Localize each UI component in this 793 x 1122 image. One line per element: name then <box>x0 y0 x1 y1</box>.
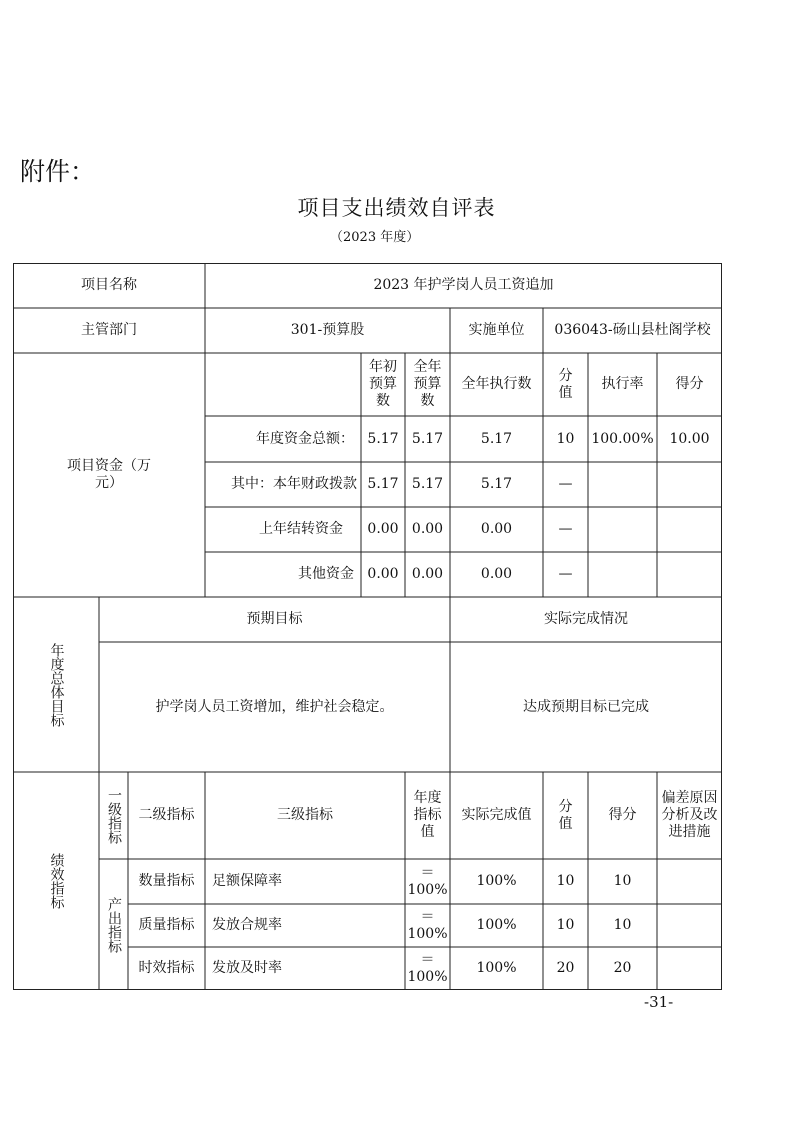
funds-row-score <box>657 462 722 507</box>
indicator-level2: 数量指标 <box>138 873 195 889</box>
year-label: （2023 年度） <box>330 230 420 245</box>
evaluation-table <box>13 263 722 990</box>
funds-row-rate: 100.00% <box>591 430 654 447</box>
funds-header-score: 得分 <box>675 376 704 392</box>
funds-row-executed: 0.00 <box>480 566 513 582</box>
funds-row-annual: 0.00 <box>411 566 444 582</box>
indicators-label: 绩效指标 <box>48 853 65 909</box>
dept-label: 主管部门 <box>81 322 137 338</box>
funds-row-annual: 5.17 <box>411 476 444 492</box>
indicator-actual: 100% <box>476 960 517 976</box>
indicator-target: ＝100% <box>407 951 448 985</box>
indicator-actual: 100% <box>476 873 517 889</box>
indicator-level3: 发放及时率 <box>212 960 282 976</box>
indicator-level2: 时效指标 <box>138 960 195 976</box>
indicator-target: ＝100% <box>407 908 448 942</box>
funds-row-weight: 10 <box>556 430 575 447</box>
funds-row-weight: — <box>558 521 573 537</box>
indicators-header-score: 得分 <box>608 807 637 823</box>
project-name-label: 项目名称 <box>81 277 137 293</box>
indicator-actual: 100% <box>476 917 517 933</box>
indicator-weight: 10 <box>556 873 575 889</box>
funds-row-name: 其中：本年财政拨款 <box>231 476 357 492</box>
unit-value: 036043-砀山县杜阁学校 <box>554 322 711 338</box>
funds-header-weight: 分值 <box>558 367 573 401</box>
indicators-header-actual: 实际完成值 <box>461 807 532 823</box>
indicator-weight: 10 <box>556 917 575 933</box>
funds-row-rate <box>588 507 657 552</box>
funds-row-initial: 5.17 <box>367 476 399 492</box>
funds-row-score <box>657 507 722 552</box>
page-title: 项目支出绩效自评表 <box>297 196 496 220</box>
goals-actual-header: 实际完成情况 <box>544 611 628 627</box>
indicators-header-level3: 三级指标 <box>277 807 333 823</box>
funds-row-name: 年度资金总额： <box>256 430 354 447</box>
indicators-header-weight: 分值 <box>558 798 573 832</box>
indicators-header-target: 年度指标值 <box>413 790 442 840</box>
funds-row-initial: 0.00 <box>367 521 399 537</box>
funds-row-executed: 0.00 <box>480 521 513 537</box>
attachment-label: 附件： <box>20 157 96 186</box>
indicators-header-remarks: 偏差原因分析及改进措施 <box>661 790 718 840</box>
funds-row-annual: 5.17 <box>411 430 444 447</box>
indicator-level3: 发放合规率 <box>212 917 282 933</box>
indicator-level3: 足额保障率 <box>212 873 282 889</box>
funds-row-initial: 5.17 <box>367 430 399 447</box>
indicator-target: ＝100% <box>407 864 448 898</box>
funds-row-executed: 5.17 <box>480 476 513 492</box>
goals-expected-text: 护学岗人员工资增加，维护社会稳定。 <box>155 698 394 715</box>
goals-label: 年度总体目标 <box>48 642 65 727</box>
indicator-level2: 质量指标 <box>138 917 195 933</box>
funds-header-initial: 年初预算数 <box>369 359 397 409</box>
funds-row-name: 上年结转资金 <box>259 521 343 537</box>
funds-header-rate: 执行率 <box>601 376 644 392</box>
indicator-score: 20 <box>613 960 632 976</box>
funds-header-executed: 全年执行数 <box>461 376 532 392</box>
indicator-score: 10 <box>613 873 632 889</box>
funds-label: 项目资金（万元） <box>67 458 151 491</box>
funds-row-score: 10.00 <box>669 430 710 447</box>
funds-row-weight: — <box>558 566 573 582</box>
funds-row-weight: — <box>558 476 573 492</box>
funds-row-rate <box>588 462 657 507</box>
project-name-value: 2023 年护学岗人员工资追加 <box>373 277 554 293</box>
dept-value: 301-预算股 <box>290 322 365 338</box>
funds-row-rate <box>588 552 657 597</box>
funds-row-score <box>657 552 722 597</box>
indicators-header-level1: 一级指标 <box>106 787 122 844</box>
funds-row-executed: 5.17 <box>480 430 513 447</box>
unit-label: 实施单位 <box>468 322 525 338</box>
indicator-weight: 20 <box>556 960 575 976</box>
indicator-score: 10 <box>613 917 632 933</box>
indicators-header-level2: 二级指标 <box>138 807 195 823</box>
page-number: -31- <box>644 993 674 1011</box>
goals-expected-header: 预期目标 <box>246 611 303 627</box>
funds-row-initial: 0.00 <box>367 566 399 582</box>
funds-row-name: 其他资金 <box>298 566 354 582</box>
funds-row-annual: 0.00 <box>411 521 444 537</box>
funds-header-annual: 全年预算数 <box>413 359 442 409</box>
goals-actual-text: 达成预期目标已完成 <box>523 698 649 715</box>
indicators-level1-name: 产出指标 <box>106 896 122 953</box>
